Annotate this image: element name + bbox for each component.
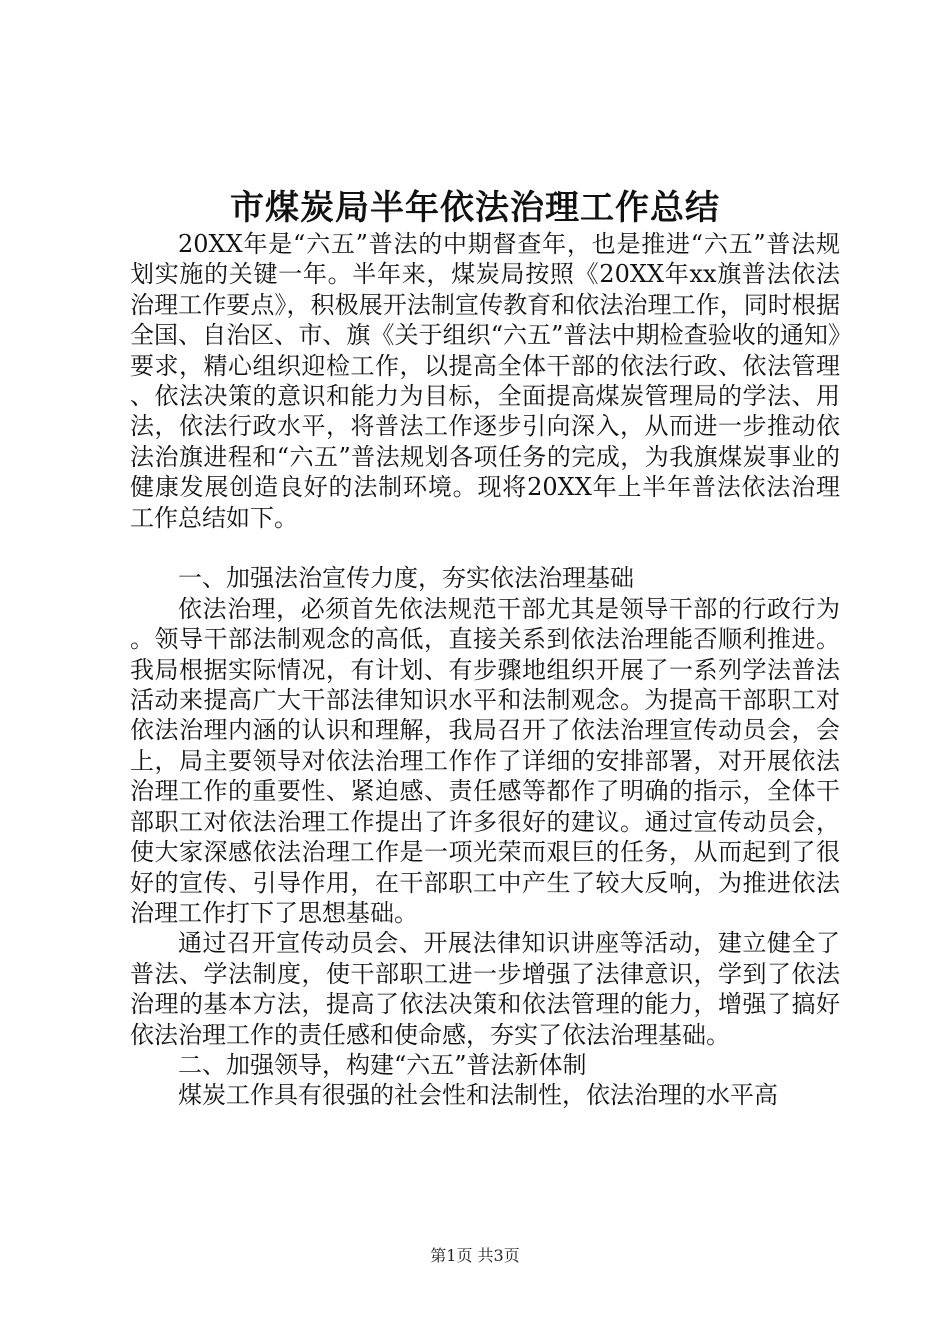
page-footer: 第1页 共3页 [430,1246,520,1265]
intro-paragraph: 20XX年是“六五”普法的中期督查年，也是推进“六五”普法规划实施的关键一年。半年来，煤炭局按照《20XX年xx旗普法依法治理工作要点》，积极展开法制宣传教育和依法治理工作，同时根据全国、自治区、市、旗《关于组织“六五”普法中期检查验收的通知》要求，精心组织迎检工作，以提高全体干部的依法行政、依法管理、依法决策的意识和能力为目标，全面提高煤炭管理局的学法、用法，依法行政水平，将普法工作逐步引向深入，从而进一步推动依法治旗进程和“六五”普法规划各项任务的完成，为我旗煤炭事业的健康发展创造良好的法制环境。现将20XX年上半年普法依法治理工作总结如下。 [130,230,840,532]
section-2-paragraph-1: 煤炭工作具有很强的社会性和法制性，依法治理的水平高 [178,1081,778,1110]
paragraph-spacer [130,533,840,563]
section-2-heading: 二、加强领导，构建“六五”普法新体制 [178,1050,587,1079]
document-body [130,229,840,1111]
section-1-paragraph-1: 依法治理，必须首先依法规范干部尤其是领导干部的行政行为。领导干部法制观念的高低，直接关系到依法治理能否顺利推进。我局根据实际情况，有计划、有步骤地组织开展了一系列学法普法活动来提高广大干部法律知识水平和法制观念。为提高干部职工对依法治理内涵的认识和理解，我局召开了依法治理宣传动员会，会上，局主要领导对依法治理工作作了详细的安排部署，对开展依法治理工作的重要性、紧迫感、责任感等都作了明确的指示，全体干部职工对依法治理工作提出了许多很好的建议。通过宣传动员会，使大家深感依法治理工作是一项光荣而艰巨的任务，从而起到了很好的宣传、引导作用，在干部职工中产生了较大反响，为推进依法治理工作打下了思想基础。 [130,594,840,927]
section-1-paragraph-2: 通过召开宣传动员会、开展法律知识讲座等活动，建立健全了普法、学法制度，使干部职工进一步增强了法律意识，学到了依法治理的基本方法，提高了依法决策和依法管理的能力，增强了搞好依法治理工作的责任感和使命感，夯实了依法治理基础。 [130,929,840,1049]
document-title: 市煤炭局半年依法治理工作总结 [230,188,720,228]
section-1-heading: 一、加强法治宣传力度，夯实依法治理基础 [178,564,634,593]
